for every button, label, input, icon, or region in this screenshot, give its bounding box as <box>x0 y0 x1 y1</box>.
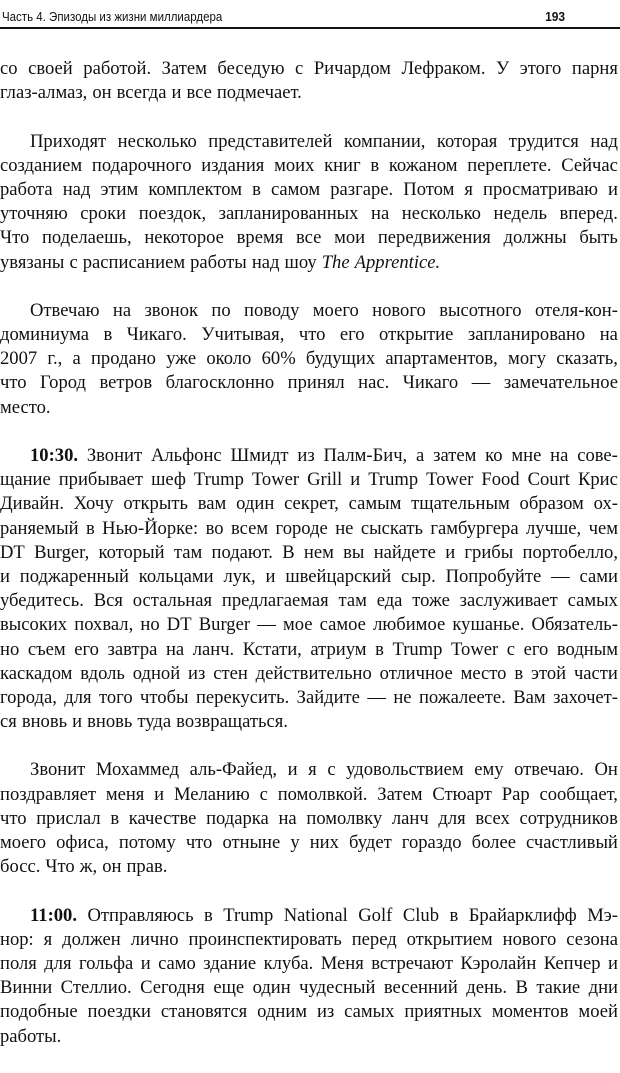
text-line: 2007 г., а продано уже около 60% будущих апартаментов, могу сказать, <box>0 348 618 370</box>
paragraph <box>0 444 618 734</box>
text-line: увязаны с расписанием работы над шоу The Apprentice. <box>0 251 618 275</box>
time-stamp: 11:00. <box>30 904 78 926</box>
paragraph <box>0 758 618 879</box>
text-line: Винни Стеллио. Сегодня еще один чудесный весенний день. В такие дни <box>0 977 618 999</box>
text-line: Что поделаешь, некоторое время все мои передвижения должны быть <box>0 227 618 249</box>
running-head <box>2 0 565 24</box>
text-line: созданием подарочного издания моих книг в кожаном переплете. Сейчас <box>0 154 618 176</box>
time-stamp: 10:30. <box>30 445 79 466</box>
text-line: нор: я должен лично проинспектировать перед открытием нового сезона <box>0 928 618 950</box>
text-line: Дивайн. Хочу открыть вам один секрет, самым тщательным образом ох- <box>0 493 618 515</box>
text-line: поля для гольфа и само здание клуба. Меня встречают Кэролайн Кепчер и <box>0 952 618 974</box>
text-line: босс. Что ж, он прав. <box>0 856 168 878</box>
text-line: но съем его завтра на ланч. Кстати, атриум в Trump Tower с его водным <box>0 638 618 660</box>
text-line: убедитесь. Вся остальная предлагаемая там еда тоже заслуживает самых <box>0 590 618 612</box>
text-line: что прислал в качестве подарка на помолвку ланч для всех сотрудников <box>0 807 618 829</box>
text-line: работы. <box>0 1025 62 1047</box>
body-text <box>0 57 618 1073</box>
text-line: со своей работой. Затем беседую с Ричардом Лефраком. У этого парня <box>0 58 618 79</box>
text-line: раняемый в Нью-Йорке: во всем городе не сыскать гамбургера лучше, чем <box>0 517 618 539</box>
page-number: 193 <box>545 9 566 24</box>
text-line: уточняю сроки поездок, запланированных на несколько недель вперед. <box>0 203 618 225</box>
paragraph <box>0 904 618 1049</box>
text-line: ся вновь и вновь туда возвращаться. <box>0 711 288 733</box>
text-line: щание прибывает шеф Trump Tower Grill и Trump Tower Food Court Крис <box>0 469 618 491</box>
text-line: высоких похвал, но DT Burger — мое самое любимое кушанье. Обязатель- <box>0 614 618 636</box>
chapter-title: Часть 4. Эпизоды из жизни миллиардера <box>2 10 223 24</box>
text-line: место. <box>0 396 51 418</box>
header-rule <box>0 27 620 29</box>
text-line: 10:30. Звонит Альфонс Шмидт из Палм-Бич, а затем ко мне на сове- <box>0 444 618 468</box>
text-line: каскадом вдоль одной из стен действительно отличное место в этой части <box>0 662 618 684</box>
text-line: Приходят несколько представителей компании, которая трудится над <box>30 130 618 152</box>
text-line: доминиума в Чикаго. Учитывая, что его открытие запланировано на <box>0 324 618 346</box>
paragraph <box>0 130 618 275</box>
text-line: города, для того чтобы перекусить. Зайдите — не пожалеете. Вам захочет- <box>0 686 618 708</box>
paragraph <box>0 299 618 420</box>
text-line: поздравляет меня и Меланию с помолвкой. Затем Стюарт Рар сообщает, <box>0 783 618 805</box>
text-line: глаз-алмаз, он всегда и все подмечает. <box>0 82 302 104</box>
show-title: The <box>321 251 350 273</box>
text-line: 11:00. Отправляюсь в Trump National Golf Club в Брайарклифф Мэ- <box>0 904 618 928</box>
text-line: что Город ветров благосклонно принял нас. Чикаго — замечательное <box>0 372 618 394</box>
text-line: Отвечаю на звонок по поводу моего нового высотного отеля-кон- <box>30 299 618 321</box>
paragraph <box>0 57 618 105</box>
text-line: Звонит Мохаммед аль-Файед, и я с удовольствием ему отвечаю. Он <box>30 759 618 781</box>
show-title: Apprentice. <box>354 251 441 273</box>
text-line: DT Burger, который там подают. В нем вы найдете и грибы портобелло, <box>0 541 618 563</box>
text-line: подобные поездки становятся одним из самых приятных моментов моей <box>0 1001 618 1023</box>
text-line: и поджаренный кольцами лук, и швейцарский сыр. Попробуйте — сами <box>0 565 618 587</box>
text-line: моего офиса, потому что отныне у них будет гораздо более счастливый <box>0 832 618 853</box>
text-line: работа над этим комплектом в самом разгаре. Потом я просматриваю и <box>0 178 618 200</box>
